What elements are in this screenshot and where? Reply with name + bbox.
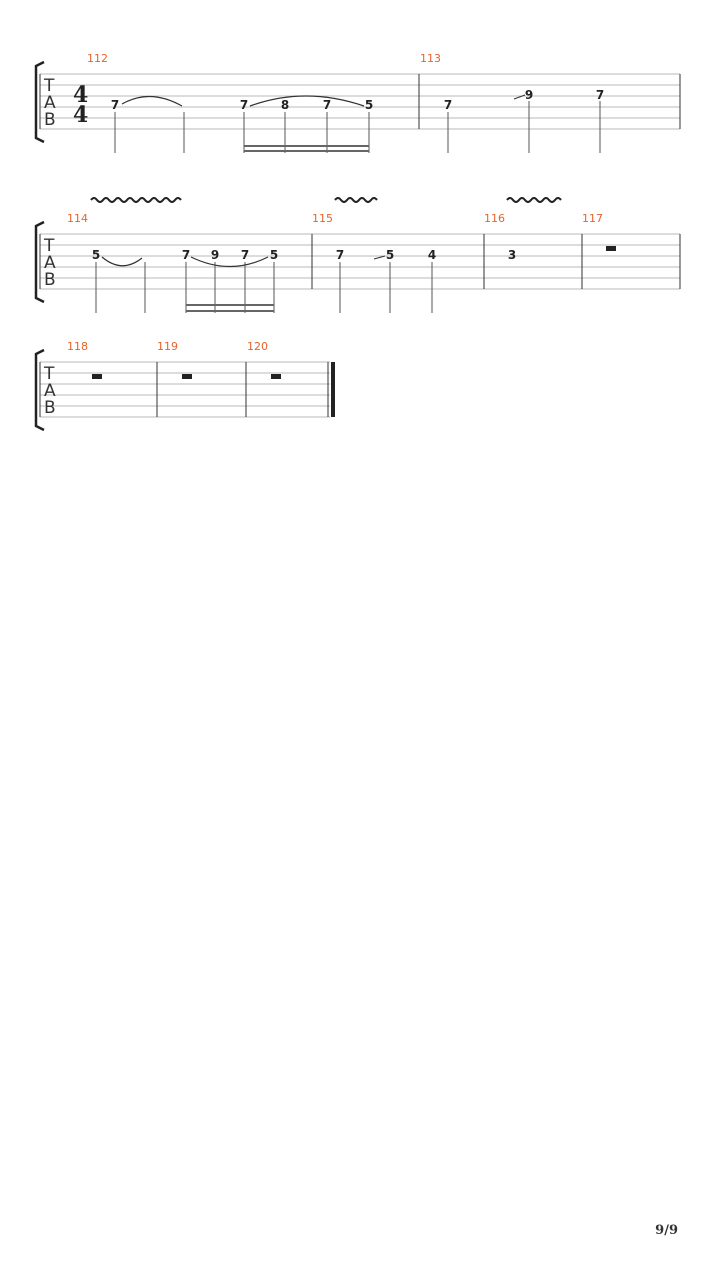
fret-number: 5 (364, 98, 374, 112)
measure-number: 114 (67, 212, 88, 225)
time-signature-top: 4 (73, 82, 89, 108)
fret-number: 8 (280, 98, 290, 112)
vibrato-marking (91, 198, 181, 202)
tab-clef-b: B (44, 398, 56, 418)
measure-number: 120 (247, 340, 268, 353)
fret-number: 7 (443, 98, 453, 112)
staff-lines (40, 362, 330, 417)
tab-clef-a: A (44, 253, 56, 273)
whole-rest (92, 374, 102, 379)
final-barline-thick (331, 362, 335, 417)
fret-number: 5 (269, 248, 279, 262)
tab-clef-a: A (44, 93, 56, 113)
vibrato-marking (335, 198, 377, 202)
fret-number: 7 (110, 98, 120, 112)
fret-number: 3 (507, 248, 517, 262)
tab-clef-t: T (44, 236, 55, 256)
tab-clef-a: A (44, 381, 56, 401)
tab-clef-b: B (44, 110, 56, 130)
fret-number: 9 (524, 88, 534, 102)
measure-number: 118 (67, 340, 88, 353)
staff-lines (40, 74, 680, 129)
tie (122, 96, 182, 106)
fret-number: 7 (322, 98, 332, 112)
fret-number: 4 (427, 248, 437, 262)
slur (191, 257, 268, 267)
measure-number: 115 (312, 212, 333, 225)
fret-number: 7 (595, 88, 605, 102)
slur (250, 96, 364, 106)
time-signature-bottom: 4 (73, 102, 89, 128)
measure-number: 113 (420, 52, 441, 65)
vibrato-marking (507, 198, 561, 202)
tab-clef-b: B (44, 270, 56, 290)
page-number: 9/9 (655, 1223, 678, 1238)
fret-number: 5 (91, 248, 101, 262)
fret-number: 7 (239, 98, 249, 112)
whole-rest (271, 374, 281, 379)
system-1 (36, 52, 680, 153)
system-2 (36, 198, 680, 313)
fret-number: 7 (335, 248, 345, 262)
fret-number: 9 (210, 248, 220, 262)
whole-rest (606, 246, 616, 251)
whole-rest (182, 374, 192, 379)
fret-number: 7 (181, 248, 191, 262)
measure-number: 112 (87, 52, 108, 65)
measure-number: 119 (157, 340, 178, 353)
tab-clef-t: T (44, 364, 55, 384)
tab-clef-t: T (44, 76, 55, 96)
measure-number: 116 (484, 212, 505, 225)
tie (102, 257, 142, 266)
measure-number: 117 (582, 212, 603, 225)
fret-number: 7 (240, 248, 250, 262)
fret-number: 5 (385, 248, 395, 262)
system-3 (36, 340, 335, 430)
